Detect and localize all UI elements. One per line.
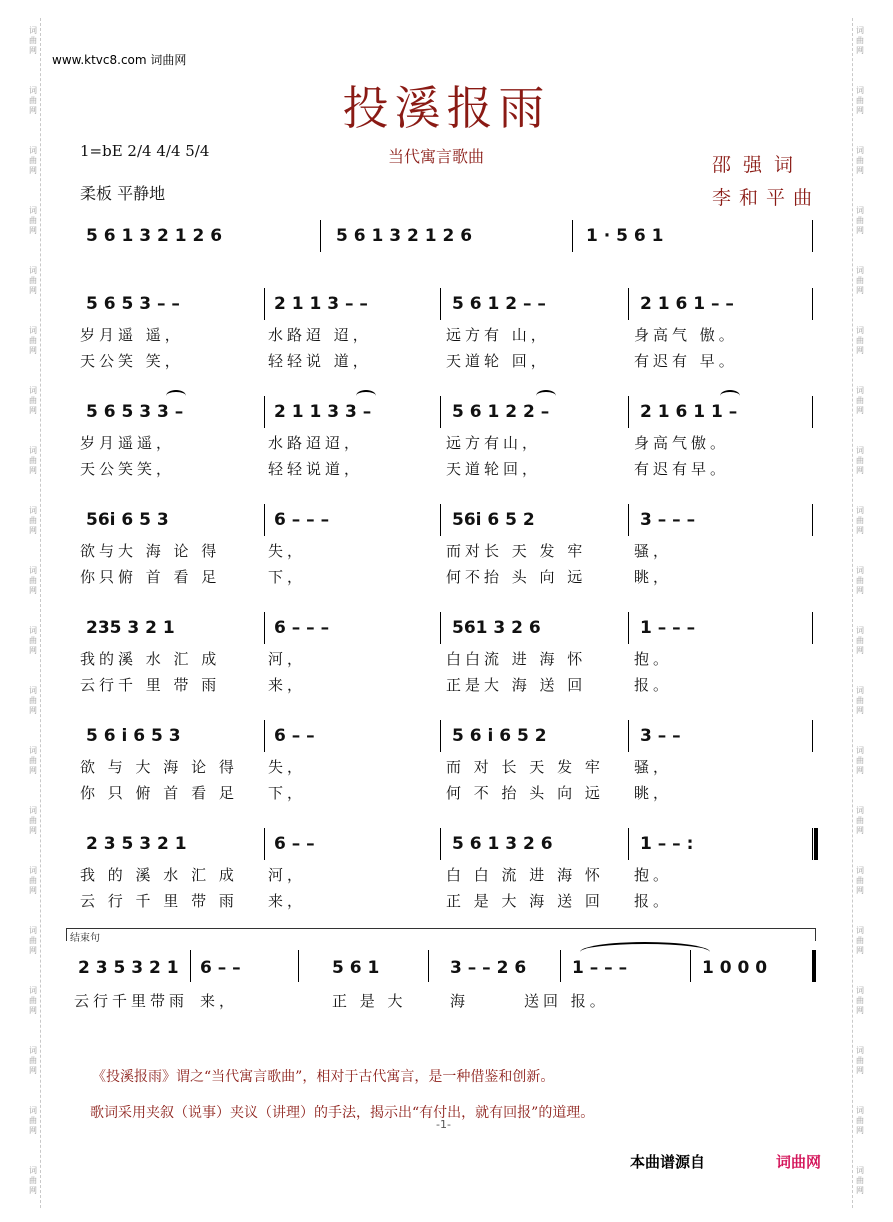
- lyric-verse-2: 你只俯 首 看 足: [80, 568, 221, 586]
- lyric-verse-1: 抱。: [634, 650, 673, 668]
- ending-measure-notes: 5 6 1: [332, 958, 380, 978]
- ending-measure-notes: 3 – – 2 6: [450, 958, 527, 978]
- watermark-glyph: 词 曲 网: [856, 866, 864, 895]
- watermark-glyph: 词 曲 网: [856, 86, 864, 115]
- site-header[interactable]: www.ktvc8.com 词曲网: [52, 53, 187, 67]
- lyric-verse-1: 远方有山，: [446, 434, 542, 452]
- barline: [440, 396, 441, 428]
- barline: [320, 220, 321, 252]
- watermark-glyph: 词 曲 网: [29, 986, 37, 1015]
- lyric-verse-2: 眺，: [634, 568, 673, 586]
- commentary-line-2: 歌词采用夹叙（说事）夹议（讲理）的手法，揭示出“有付出，就有回报”的道理。: [90, 1105, 595, 1121]
- watermark-glyph: 词 曲 网: [29, 446, 37, 475]
- ending-lyric: 来，: [200, 992, 239, 1010]
- barline: [190, 950, 191, 982]
- page-number: -1-: [436, 1118, 451, 1131]
- measure-notes: 56i 6 5 2: [452, 510, 535, 530]
- measure-notes: 5 6 i 6 5 3: [86, 726, 181, 746]
- lyric-verse-1: 骚，: [634, 542, 673, 560]
- ending-measure-notes: 1 0 0 0: [702, 958, 768, 978]
- watermark-glyph: 词 曲 网: [856, 1106, 864, 1135]
- watermark-glyph: 词 曲 网: [29, 1166, 37, 1195]
- watermark-glyph: 词 曲 网: [856, 266, 864, 295]
- lyric-verse-2: 你 只 俯 首 看 足: [80, 784, 238, 802]
- lyric-verse-1: 欲 与 大 海 论 得: [80, 758, 238, 776]
- lyric-verse-2: 眺，: [634, 784, 673, 802]
- tie-arc: [356, 390, 376, 402]
- lyric-verse-1: 失，: [268, 542, 307, 560]
- watermark-glyph: 词 曲 网: [856, 386, 864, 415]
- lyric-verse-1: 水路迢 迢，: [268, 326, 372, 344]
- barline: [812, 396, 813, 428]
- lyric-verse-1: 白白流 进 海 怀: [446, 650, 587, 668]
- measure-notes: 561 3 2 6: [452, 618, 541, 638]
- lyric-verse-2: 天公笑笑，: [80, 460, 176, 478]
- ending-measure-notes: 2 3 5 3 2 1: [78, 958, 179, 978]
- measure-notes: 6 – – –: [274, 510, 330, 530]
- lyric-verse-2: 有迟有 早。: [634, 352, 738, 370]
- ending-lyric: 云行千里带雨: [74, 992, 189, 1010]
- watermark-glyph: 词 曲 网: [856, 686, 864, 715]
- lyric-verse-2: 轻轻说道，: [268, 460, 364, 478]
- measure-notes: 2 3 5 3 2 1: [86, 834, 187, 854]
- barline: [628, 720, 629, 752]
- measure-notes: 1 · 5 6 1: [586, 226, 664, 246]
- watermark-glyph: 词 曲 网: [856, 446, 864, 475]
- song-title: 投溪报雨: [342, 81, 551, 135]
- watermark-glyph: 词 曲 网: [856, 326, 864, 355]
- barline: [264, 828, 265, 860]
- lyric-verse-1: 河，: [268, 650, 307, 668]
- tie-arc: [166, 390, 186, 402]
- measure-notes: 3 – – –: [640, 510, 696, 530]
- watermark-glyph: 词 曲 网: [29, 1046, 37, 1075]
- measure-notes: 2 1 1 3 – –: [274, 294, 368, 314]
- barline: [628, 828, 629, 860]
- barline: [812, 950, 816, 982]
- watermark-glyph: 词 曲 网: [856, 206, 864, 235]
- watermark-glyph: 词 曲 网: [856, 746, 864, 775]
- lyric-verse-2: 下，: [268, 784, 307, 802]
- lyric-verse-1: 而 对 长 天 发 牢: [446, 758, 604, 776]
- ending-lyric: 海: [450, 992, 470, 1010]
- lyric-verse-2: 正 是 大 海 送 回: [446, 892, 604, 910]
- lyric-verse-2: 下，: [268, 568, 307, 586]
- watermark-glyph: 词 曲 网: [29, 746, 37, 775]
- watermark-glyph: 词 曲 网: [29, 86, 37, 115]
- measure-notes: 5 6 5 3 3 –: [86, 402, 184, 422]
- barline: [264, 504, 265, 536]
- lyric-verse-1: 白 白 流 进 海 怀: [446, 866, 604, 884]
- barline: [440, 288, 441, 320]
- barline: [440, 612, 441, 644]
- measure-notes: 56i 6 5 3: [86, 510, 169, 530]
- lyric-verse-1: 身高气 傲。: [634, 326, 738, 344]
- watermark-glyph: 词 曲 网: [856, 626, 864, 655]
- ending-lyric: 正 是 大: [332, 992, 407, 1010]
- measure-notes: 5 6 1 2 2 –: [452, 402, 550, 422]
- lyric-verse-2: 天道轮回，: [446, 460, 542, 478]
- lyric-verse-2: 有迟有早。: [634, 460, 730, 478]
- lyric-verse-2: 报。: [634, 676, 673, 694]
- barline: [428, 950, 429, 982]
- lyric-verse-2: 报。: [634, 892, 673, 910]
- barline: [812, 288, 813, 320]
- tempo-marking: 柔板 平静地: [80, 184, 166, 203]
- barline: [440, 504, 441, 536]
- watermark-glyph: 词 曲 网: [856, 566, 864, 595]
- lyric-verse-2: 天公笑 笑，: [80, 352, 184, 370]
- watermark-glyph: 词 曲 网: [29, 926, 37, 955]
- watermark-glyph: 词 曲 网: [856, 986, 864, 1015]
- measure-notes: 235 3 2 1: [86, 618, 175, 638]
- barline: [628, 612, 629, 644]
- lyric-verse-1: 抱。: [634, 866, 673, 884]
- ending-bracket: [66, 928, 816, 941]
- barline: [440, 720, 441, 752]
- barline: [264, 612, 265, 644]
- barline: [812, 612, 813, 644]
- lyric-verse-1: 我的溪 水 汇 成: [80, 650, 221, 668]
- barline: [298, 950, 299, 982]
- song-subtitle: 当代寓言歌曲: [388, 147, 485, 166]
- barline: [812, 828, 813, 860]
- watermark-glyph: 词 曲 网: [29, 566, 37, 595]
- lyric-verse-1: 水路迢迢，: [268, 434, 364, 452]
- measure-notes: 6 – –: [274, 726, 315, 746]
- watermark-glyph: 词 曲 网: [29, 866, 37, 895]
- measure-notes: 6 – – –: [274, 618, 330, 638]
- lyric-verse-2: 轻轻说 道，: [268, 352, 372, 370]
- barline: [264, 396, 265, 428]
- measure-notes: 5 6 1 3 2 1 2 6: [86, 226, 223, 246]
- barline: [812, 220, 813, 252]
- watermark-right: [852, 18, 867, 1208]
- lyric-verse-2: 天道轮 回，: [446, 352, 550, 370]
- measure-notes: 5 6 1 3 2 1 2 6: [336, 226, 473, 246]
- measure-notes: 5 6 5 3 – –: [86, 294, 180, 314]
- barline: [560, 950, 561, 982]
- lyric-verse-1: 欲与大 海 论 得: [80, 542, 221, 560]
- lyric-verse-1: 河，: [268, 866, 307, 884]
- measure-notes: 5 6 i 6 5 2: [452, 726, 547, 746]
- lyric-verse-2: 来，: [268, 676, 307, 694]
- lyric-verse-1: 岁月遥遥，: [80, 434, 176, 452]
- barline: [628, 396, 629, 428]
- tie-arc: [536, 390, 556, 402]
- composer-credit: 李和平曲: [712, 187, 821, 209]
- watermark-glyph: 词 曲 网: [29, 1106, 37, 1135]
- measure-notes: 2 1 6 1 1 –: [640, 402, 738, 422]
- lyric-verse-1: 骚，: [634, 758, 673, 776]
- measure-notes: 3 – –: [640, 726, 681, 746]
- watermark-left: [26, 18, 41, 1208]
- ending-tie-arc: [580, 942, 710, 962]
- watermark-glyph: 词 曲 网: [29, 386, 37, 415]
- source-label: 本曲谱源自: [630, 1153, 706, 1171]
- lyricist-credit: 邵强词: [712, 154, 806, 176]
- barline: [264, 288, 265, 320]
- lyric-verse-1: 失，: [268, 758, 307, 776]
- barline: [572, 220, 573, 252]
- watermark-glyph: 词 曲 网: [856, 1166, 864, 1195]
- watermark-glyph: 词 曲 网: [856, 506, 864, 535]
- commentary-line-1: 《投溪报雨》谓之“当代寓言歌曲”，相对于古代寓言，是一种借鉴和创新。: [92, 1069, 555, 1085]
- barline: [812, 720, 813, 752]
- watermark-glyph: 词 曲 网: [29, 686, 37, 715]
- key-meter: 1=bE 2/4 4/4 5/4: [80, 142, 210, 160]
- lyric-verse-2: 正是大 海 送 回: [446, 676, 587, 694]
- barline: [628, 288, 629, 320]
- lyric-verse-2: 何不抬 头 向 远: [446, 568, 587, 586]
- watermark-glyph: 词 曲 网: [856, 926, 864, 955]
- lyric-verse-2: 云行千 里 带 雨: [80, 676, 221, 694]
- watermark-glyph: 词 曲 网: [29, 146, 37, 175]
- source-site-link[interactable]: 词曲网: [776, 1153, 822, 1171]
- lyric-verse-1: 我 的 溪 水 汇 成: [80, 866, 238, 884]
- watermark-glyph: 词 曲 网: [29, 206, 37, 235]
- barline: [264, 720, 265, 752]
- ending-measure-notes: 6 – –: [200, 958, 241, 978]
- measure-notes: 1 – – –: [640, 618, 696, 638]
- watermark-glyph: 词 曲 网: [856, 26, 864, 55]
- lyric-verse-1: 身高气傲。: [634, 434, 730, 452]
- barline: [812, 504, 813, 536]
- lyric-verse-2: 云 行 千 里 带 雨: [80, 892, 238, 910]
- watermark-glyph: 词 曲 网: [29, 506, 37, 535]
- lyric-verse-1: 远方有 山，: [446, 326, 550, 344]
- barline: [628, 504, 629, 536]
- measure-notes: 2 1 6 1 – –: [640, 294, 734, 314]
- lyric-verse-2: 来，: [268, 892, 307, 910]
- watermark-glyph: 词 曲 网: [29, 626, 37, 655]
- ending-measure-notes: 1 – – –: [572, 958, 628, 978]
- measure-notes: 5 6 1 2 – –: [452, 294, 546, 314]
- tie-arc: [720, 390, 740, 402]
- watermark-glyph: 词 曲 网: [856, 146, 864, 175]
- watermark-glyph: 词 曲 网: [29, 266, 37, 295]
- barline: [440, 828, 441, 860]
- watermark-glyph: 词 曲 网: [29, 806, 37, 835]
- measure-notes: 2 1 1 3 3 –: [274, 402, 372, 422]
- watermark-glyph: 词 曲 网: [29, 26, 37, 55]
- measure-notes: 6 – –: [274, 834, 315, 854]
- barline: [814, 828, 818, 860]
- measure-notes: 5 6 1 3 2 6: [452, 834, 553, 854]
- ending-lyric: 送回 报。: [524, 992, 609, 1010]
- ending-label: 结束句: [70, 933, 100, 944]
- lyric-verse-2: 何 不 抬 头 向 远: [446, 784, 604, 802]
- watermark-glyph: 词 曲 网: [856, 806, 864, 835]
- lyric-verse-1: 而对长 天 发 牢: [446, 542, 587, 560]
- watermark-glyph: 词 曲 网: [29, 326, 37, 355]
- measure-notes: 1 – – :: [640, 834, 694, 854]
- watermark-glyph: 词 曲 网: [856, 1046, 864, 1075]
- lyric-verse-1: 岁月遥 遥，: [80, 326, 184, 344]
